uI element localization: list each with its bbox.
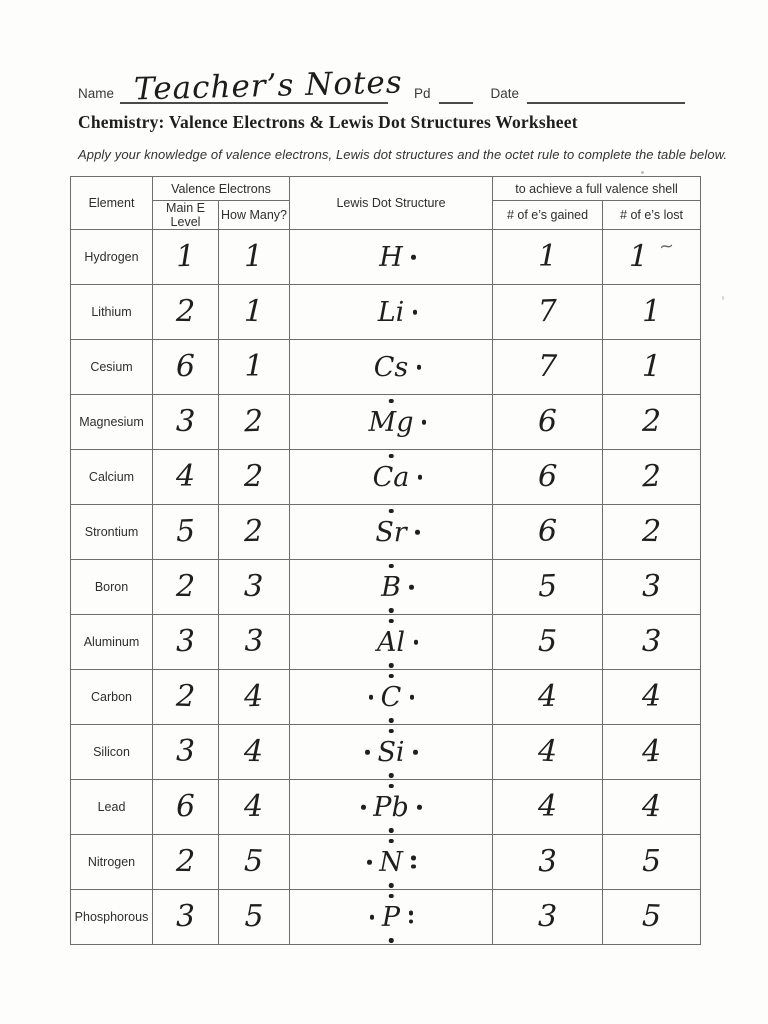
electrons-lost-value-text: 1 bbox=[629, 238, 649, 275]
lewis-dots-right bbox=[414, 640, 419, 645]
lewis-dot bbox=[389, 773, 394, 778]
lewis-dots-top bbox=[389, 729, 394, 734]
electrons-lost-value bbox=[603, 670, 701, 725]
element-name: Calcium bbox=[71, 450, 153, 505]
lewis-dot bbox=[365, 750, 370, 755]
name-label: Name bbox=[78, 86, 115, 101]
lewis-dot bbox=[389, 784, 394, 789]
lewis-dot bbox=[413, 310, 418, 315]
lewis-dots-top bbox=[389, 894, 394, 899]
lewis-structure bbox=[360, 785, 421, 830]
electrons-lost-value-text: 3 bbox=[641, 623, 662, 660]
lewis-dots-right bbox=[411, 856, 416, 869]
lewis-structure bbox=[356, 400, 427, 445]
how-many-value bbox=[219, 670, 290, 725]
lewis-dots-bottom bbox=[389, 773, 394, 778]
col-header-lewis-dot-structure: Lewis Dot Structure bbox=[290, 177, 493, 230]
electrons-gained-value-text: 6 bbox=[537, 458, 558, 495]
table-row bbox=[71, 395, 701, 450]
electrons-lost-value bbox=[603, 450, 701, 505]
lewis-dots-left bbox=[361, 805, 366, 810]
instruction-text: Apply your knowledge of valence electrons, Lewis dot structures and the octet rule to complete the table below. bbox=[78, 147, 728, 162]
how-many-value-text: 2 bbox=[243, 403, 265, 440]
lewis-dot bbox=[411, 864, 416, 869]
lewis-dot bbox=[389, 454, 394, 459]
electrons-lost-value bbox=[603, 340, 701, 395]
lewis-dots-top bbox=[389, 674, 394, 679]
lewis-dot-structure bbox=[290, 890, 493, 945]
element-name: Phosphorous bbox=[71, 890, 153, 945]
lewis-dot bbox=[411, 856, 416, 861]
how-many-value-text: 1 bbox=[244, 238, 264, 275]
electrons-gained-value bbox=[493, 725, 603, 780]
electrons-gained-value-text: 3 bbox=[537, 898, 558, 935]
date-blank-line bbox=[527, 84, 685, 104]
lewis-structure bbox=[369, 895, 413, 940]
electrons-gained-value bbox=[493, 505, 603, 560]
element-symbol: Li bbox=[377, 296, 405, 328]
lewis-dots-right bbox=[413, 750, 418, 755]
lewis-dot bbox=[409, 919, 414, 924]
element-symbol: C bbox=[380, 681, 402, 713]
table-row bbox=[71, 725, 701, 780]
electrons-gained-value-text: 4 bbox=[537, 733, 558, 770]
lewis-dots-right bbox=[409, 585, 414, 590]
lewis-dots-right bbox=[422, 420, 427, 425]
main-e-level-value-text: 2 bbox=[175, 568, 196, 605]
lewis-dot bbox=[389, 839, 394, 844]
how-many-value-text: 1 bbox=[243, 293, 265, 330]
element-symbol: P bbox=[381, 901, 401, 933]
lewis-dot-structure bbox=[290, 835, 493, 890]
element-name: Aluminum bbox=[71, 615, 153, 670]
main-e-level-value bbox=[153, 505, 219, 560]
main-e-level-value bbox=[153, 285, 219, 340]
how-many-value bbox=[219, 890, 290, 945]
lewis-dot bbox=[415, 530, 420, 535]
main-e-level-value-text: 2 bbox=[175, 678, 196, 715]
lewis-dots-right bbox=[411, 255, 416, 260]
electrons-gained-value-text: 6 bbox=[537, 514, 558, 549]
lewis-dot bbox=[369, 695, 374, 700]
electrons-gained-value-text: 1 bbox=[537, 239, 558, 274]
lewis-dots-top bbox=[389, 839, 394, 844]
lewis-dot bbox=[418, 475, 423, 480]
electrons-lost-value-text: 1 bbox=[641, 348, 662, 385]
lewis-dot bbox=[417, 805, 422, 810]
lewis-dots-right bbox=[409, 911, 414, 924]
element-symbol: Ca bbox=[372, 461, 410, 493]
element-symbol: Al bbox=[376, 626, 406, 658]
date-label: Date bbox=[490, 86, 520, 101]
electrons-gained-value bbox=[493, 560, 603, 615]
lewis-dots-right bbox=[418, 475, 423, 480]
lewis-structure bbox=[364, 730, 417, 775]
how-many-value-text: 4 bbox=[243, 678, 265, 715]
col-header-valence-electrons: Valence Electrons bbox=[153, 177, 290, 201]
how-many-value-text: 1 bbox=[244, 349, 264, 384]
lewis-structure bbox=[366, 235, 416, 280]
lewis-dot bbox=[389, 619, 394, 624]
electrons-lost-value bbox=[603, 615, 701, 670]
electrons-gained-value bbox=[493, 230, 603, 285]
main-e-level-value bbox=[153, 560, 219, 615]
lewis-structure bbox=[362, 510, 419, 555]
table-row bbox=[71, 450, 701, 505]
electrons-lost-value bbox=[603, 285, 701, 340]
lewis-structure bbox=[361, 345, 422, 390]
lewis-structure bbox=[360, 455, 423, 500]
main-e-level-value bbox=[153, 890, 219, 945]
table-row bbox=[71, 340, 701, 395]
lewis-dot bbox=[389, 718, 394, 723]
table-row bbox=[71, 890, 701, 945]
table-row bbox=[71, 670, 701, 725]
electrons-gained-value-text: 4 bbox=[537, 678, 558, 715]
electrons-lost-value-text: 4 bbox=[641, 733, 662, 770]
how-many-value bbox=[219, 395, 290, 450]
col-header-how-many: How Many? bbox=[219, 201, 290, 230]
lewis-dot-structure bbox=[290, 395, 493, 450]
col-header-electrons-gained: # of e’s gained bbox=[493, 201, 603, 230]
lewis-dot-structure bbox=[290, 670, 493, 725]
how-many-value bbox=[219, 340, 290, 395]
electrons-lost-value-text: 1 bbox=[641, 293, 662, 330]
element-name: Cesium bbox=[71, 340, 153, 395]
lewis-dot bbox=[389, 663, 394, 668]
element-symbol: Si bbox=[377, 736, 405, 768]
lewis-dots-top bbox=[389, 784, 394, 789]
lewis-dots-right bbox=[410, 695, 415, 700]
how-many-value bbox=[219, 230, 290, 285]
lewis-dot bbox=[413, 750, 418, 755]
how-many-value-text: 3 bbox=[244, 624, 264, 659]
lewis-dots-left bbox=[370, 915, 375, 920]
lewis-dot bbox=[417, 365, 422, 370]
electrons-gained-value bbox=[493, 450, 603, 505]
electrons-lost-value-text: 3 bbox=[641, 568, 662, 605]
main-e-level-value-text: 3 bbox=[175, 623, 196, 660]
electrons-lost-value bbox=[603, 725, 701, 780]
electrons-lost-value bbox=[603, 835, 701, 890]
how-many-value-text: 5 bbox=[244, 899, 264, 934]
lewis-dots-right bbox=[415, 530, 420, 535]
electrons-gained-value-text: 5 bbox=[537, 623, 558, 660]
electrons-lost-value-text: 4 bbox=[641, 788, 662, 825]
lewis-structure bbox=[368, 565, 414, 610]
lewis-dot bbox=[409, 911, 414, 916]
element-symbol: Pb bbox=[373, 791, 409, 823]
lewis-dots-top bbox=[389, 399, 394, 404]
lewis-dot-structure bbox=[290, 285, 493, 340]
lewis-dots-bottom bbox=[389, 608, 394, 613]
handwritten-name: Teacher’s Notes bbox=[133, 64, 404, 108]
how-many-value bbox=[219, 835, 290, 890]
main-e-level-value-text: 3 bbox=[175, 898, 196, 935]
lewis-dots-right bbox=[413, 310, 418, 315]
lewis-dot bbox=[389, 894, 394, 899]
electrons-gained-value bbox=[493, 285, 603, 340]
lewis-dot bbox=[414, 640, 419, 645]
main-e-level-value bbox=[153, 395, 219, 450]
how-many-value-text: 2 bbox=[244, 458, 264, 495]
lewis-dot bbox=[389, 509, 394, 514]
name-blank-line bbox=[120, 60, 404, 108]
how-many-value bbox=[219, 560, 290, 615]
lewis-dot bbox=[411, 255, 416, 260]
lewis-dot bbox=[361, 805, 366, 810]
lewis-dots-right bbox=[417, 805, 422, 810]
electrons-gained-value bbox=[493, 340, 603, 395]
scan-speck bbox=[722, 296, 724, 300]
worksheet-title: Chemistry: Valence Electrons & Lewis Dot Structures Worksheet bbox=[78, 112, 578, 132]
how-many-value-text: 4 bbox=[244, 788, 264, 825]
lewis-dots-top bbox=[389, 619, 394, 624]
col-header-element: Element bbox=[71, 177, 153, 230]
col-header-full-valence-shell: to achieve a full valence shell bbox=[493, 177, 701, 201]
main-e-level-value bbox=[153, 725, 219, 780]
element-name: Strontium bbox=[71, 505, 153, 560]
element-name: Nitrogen bbox=[71, 835, 153, 890]
element-symbol: Cs bbox=[373, 351, 409, 383]
lewis-dots-top bbox=[389, 454, 394, 459]
scan-speck bbox=[641, 171, 644, 174]
how-many-value-text: 3 bbox=[243, 568, 265, 605]
electrons-gained-value bbox=[493, 670, 603, 725]
lewis-dot bbox=[389, 883, 394, 888]
lewis-dot-structure bbox=[290, 725, 493, 780]
how-many-value-text: 5 bbox=[243, 843, 265, 880]
element-name: Silicon bbox=[71, 725, 153, 780]
col-header-electrons-lost: # of e’s lost bbox=[603, 201, 701, 230]
lewis-structure bbox=[364, 620, 418, 665]
lewis-dots-top bbox=[389, 509, 394, 514]
electrons-gained-value-text: 7 bbox=[537, 348, 558, 385]
main-e-level-value-text: 2 bbox=[175, 293, 196, 330]
lewis-dot bbox=[409, 585, 414, 590]
lewis-dots-bottom bbox=[389, 663, 394, 668]
electrons-lost-value bbox=[603, 560, 701, 615]
electrons-gained-value-text: 3 bbox=[537, 843, 558, 880]
electrons-lost-value bbox=[603, 505, 701, 560]
lewis-dot-structure bbox=[290, 505, 493, 560]
main-e-level-value bbox=[153, 230, 219, 285]
main-e-level-value bbox=[153, 670, 219, 725]
main-e-level-value-text: 2 bbox=[175, 843, 196, 880]
lewis-dots-left bbox=[367, 860, 372, 865]
lewis-dots-left bbox=[365, 750, 370, 755]
header-group-row bbox=[71, 177, 701, 201]
lewis-dots-bottom bbox=[389, 938, 394, 943]
main-e-level-value-text: 6 bbox=[175, 348, 196, 385]
main-e-level-value bbox=[153, 450, 219, 505]
table-row bbox=[71, 285, 701, 340]
lewis-dot bbox=[422, 420, 427, 425]
lewis-dots-left bbox=[369, 695, 374, 700]
lewis-dot-structure bbox=[290, 340, 493, 395]
lewis-dots-bottom bbox=[389, 718, 394, 723]
element-name: Boron bbox=[71, 560, 153, 615]
stray-pencil-mark: ~ bbox=[657, 235, 675, 258]
electrons-gained-value bbox=[493, 615, 603, 670]
lewis-structure bbox=[366, 840, 416, 885]
main-e-level-value bbox=[153, 340, 219, 395]
table-row bbox=[71, 230, 701, 285]
electrons-gained-value-text: 6 bbox=[537, 403, 558, 440]
element-name: Carbon bbox=[71, 670, 153, 725]
table-row bbox=[71, 615, 701, 670]
lewis-dot bbox=[389, 938, 394, 943]
electrons-gained-value bbox=[493, 835, 603, 890]
lewis-dot-structure bbox=[290, 450, 493, 505]
electrons-lost-value-text: 5 bbox=[641, 843, 662, 880]
how-many-value bbox=[219, 505, 290, 560]
how-many-value-text: 4 bbox=[244, 733, 264, 770]
lewis-dot bbox=[389, 729, 394, 734]
electrons-lost-value-text: 4 bbox=[641, 679, 662, 714]
table-row bbox=[71, 560, 701, 615]
lewis-structure bbox=[368, 675, 415, 720]
valence-electrons-table bbox=[70, 176, 701, 945]
element-name: Magnesium bbox=[71, 395, 153, 450]
element-symbol: H bbox=[379, 241, 403, 273]
electrons-gained-value-text: 4 bbox=[537, 789, 558, 824]
pd-label: Pd bbox=[414, 86, 431, 101]
electrons-lost-value-text: 2 bbox=[641, 458, 662, 495]
main-e-level-value-text: 1 bbox=[175, 238, 196, 275]
electrons-lost-value-text: 2 bbox=[641, 513, 662, 550]
electrons-gained-value-text: 7 bbox=[537, 293, 558, 330]
table-row bbox=[71, 505, 701, 560]
lewis-dot bbox=[389, 674, 394, 679]
lewis-dot bbox=[410, 695, 415, 700]
lewis-dot-structure bbox=[290, 780, 493, 835]
lewis-dot bbox=[389, 564, 394, 569]
electrons-lost-value bbox=[603, 395, 701, 450]
lewis-dots-bottom bbox=[389, 828, 394, 833]
element-symbol: Mg bbox=[368, 406, 414, 438]
main-e-level-value bbox=[153, 615, 219, 670]
lewis-dot-structure bbox=[290, 615, 493, 670]
main-e-level-value bbox=[153, 780, 219, 835]
how-many-value bbox=[219, 450, 290, 505]
main-e-level-value-text: 5 bbox=[175, 513, 196, 550]
lewis-dots-top bbox=[389, 564, 394, 569]
table-row bbox=[71, 780, 701, 835]
lewis-dots-bottom bbox=[389, 883, 394, 888]
electrons-gained-value bbox=[493, 780, 603, 835]
lewis-dot bbox=[367, 860, 372, 865]
how-many-value bbox=[219, 285, 290, 340]
main-e-level-value-text: 6 bbox=[175, 788, 196, 825]
main-e-level-value-text: 4 bbox=[175, 459, 196, 494]
lewis-dots-right bbox=[417, 365, 422, 370]
pd-blank-line bbox=[439, 84, 473, 104]
electrons-lost-value-text: 5 bbox=[641, 898, 662, 935]
element-name: Lead bbox=[71, 780, 153, 835]
how-many-value-text: 2 bbox=[244, 513, 264, 550]
lewis-structure bbox=[365, 290, 418, 335]
how-many-value bbox=[219, 725, 290, 780]
element-name: Hydrogen bbox=[71, 230, 153, 285]
electrons-lost-value bbox=[603, 230, 701, 285]
electrons-gained-value-text: 5 bbox=[537, 568, 558, 605]
how-many-value bbox=[219, 780, 290, 835]
lewis-dot bbox=[389, 608, 394, 613]
electrons-lost-value-text: 2 bbox=[641, 404, 662, 439]
main-e-level-value bbox=[153, 835, 219, 890]
lewis-dot bbox=[370, 915, 375, 920]
lewis-dot bbox=[389, 828, 394, 833]
lewis-dot bbox=[389, 399, 394, 404]
main-e-level-value-text: 3 bbox=[175, 734, 196, 769]
main-e-level-value-text: 3 bbox=[175, 403, 196, 440]
electrons-lost-value bbox=[603, 890, 701, 945]
table-row bbox=[71, 835, 701, 890]
electrons-gained-value bbox=[493, 395, 603, 450]
how-many-value bbox=[219, 615, 290, 670]
element-name: Lithium bbox=[71, 285, 153, 340]
element-symbol: B bbox=[381, 571, 401, 603]
lewis-dot-structure bbox=[290, 560, 493, 615]
element-symbol: N bbox=[379, 846, 403, 878]
lewis-dot-structure bbox=[290, 230, 493, 285]
element-symbol: Sr bbox=[375, 516, 407, 548]
electrons-gained-value bbox=[493, 890, 603, 945]
electrons-lost-value bbox=[603, 780, 701, 835]
col-header-main-e-level: Main E Level bbox=[153, 201, 219, 230]
name-row bbox=[78, 60, 685, 108]
